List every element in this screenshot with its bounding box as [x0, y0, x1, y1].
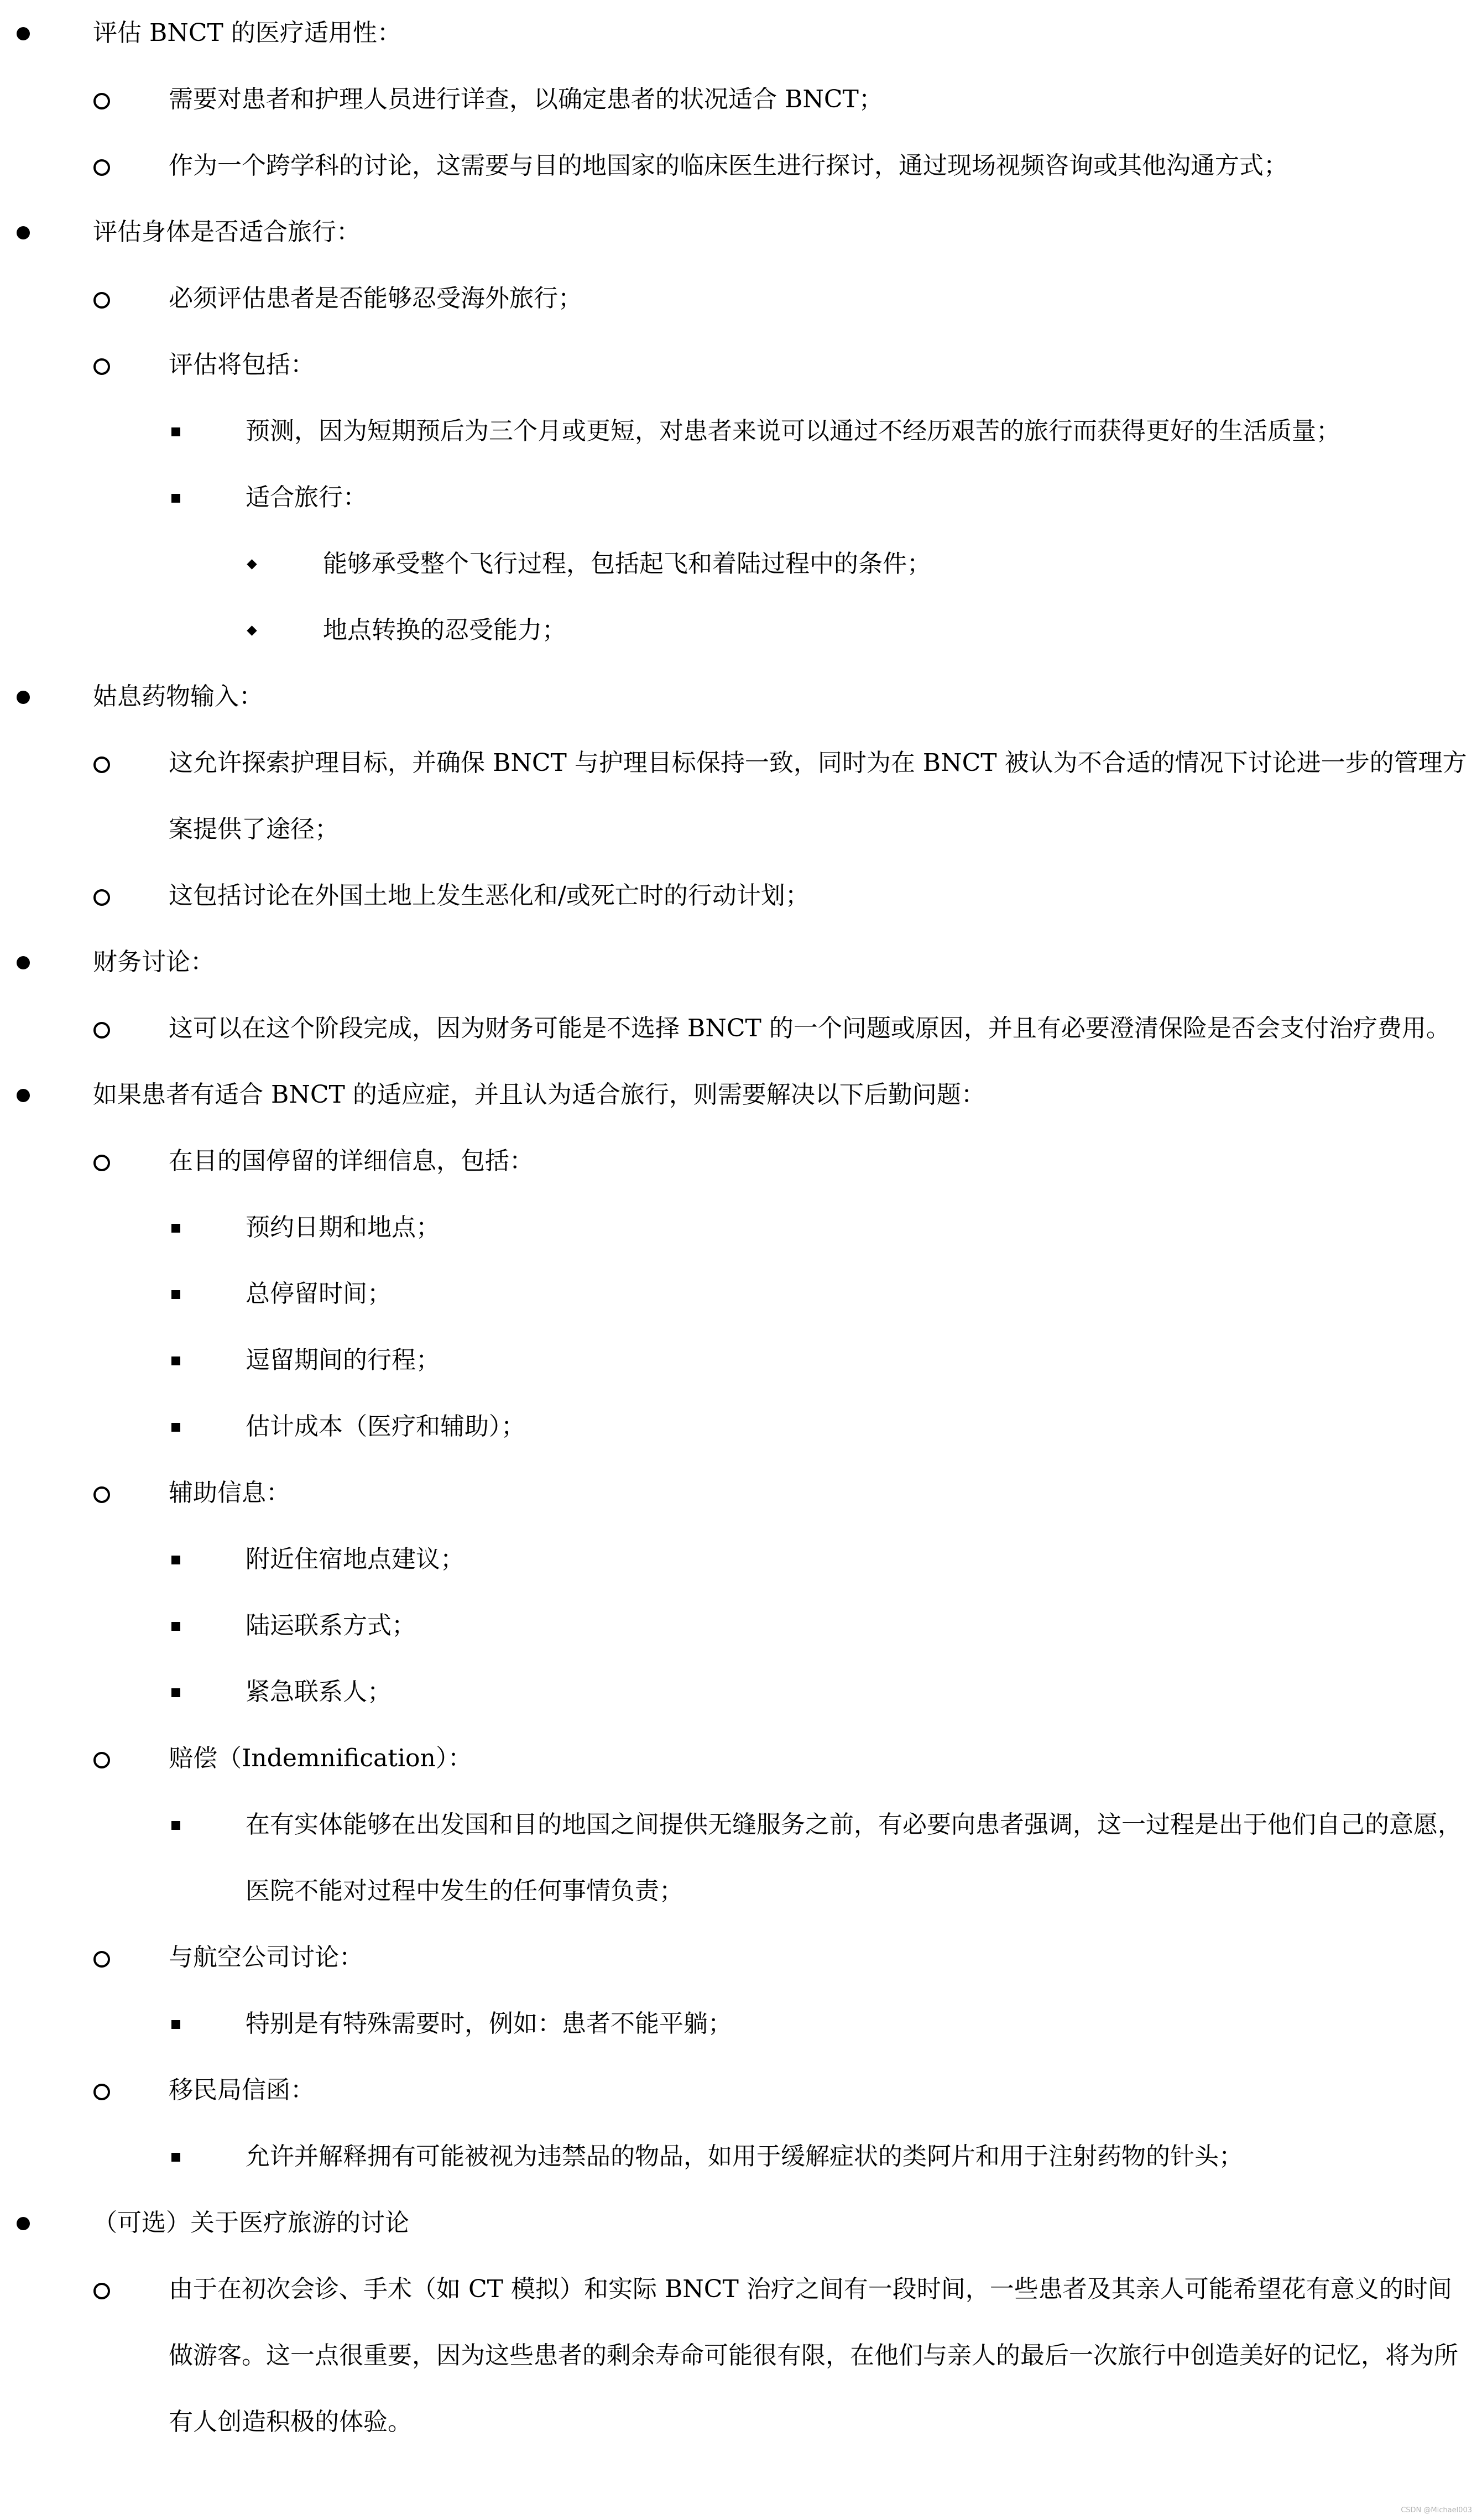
item-text: （可选）关于医疗旅游的讨论: [93, 2209, 409, 2237]
square-bullet-icon: [171, 1688, 180, 1697]
square-bullet-icon: [171, 494, 180, 503]
bullet-item: [0, 2057, 1482, 2124]
item-text: 能够承受整个飞行过程，包括起飞和着陆过程中的条件；: [323, 550, 931, 578]
bullet-item: [0, 1394, 1482, 1460]
bullet-item: [0, 2124, 1482, 2190]
item-text: 赔偿（Indemnification）：: [169, 1744, 472, 1772]
item-text: 估计成本（医疗和辅助）；: [246, 1412, 525, 1441]
filled-circle-bullet-icon: [17, 1089, 30, 1102]
hollow-circle-bullet-icon: [93, 159, 110, 176]
item-text: 总停留时间；: [246, 1280, 392, 1308]
square-bullet-icon: [171, 1556, 180, 1564]
item-text: 地点转换的忍受能力；: [323, 616, 566, 644]
bullet-item: [0, 332, 1482, 398]
item-text: 必须评估患者是否能够忍受海外旅行；: [169, 284, 582, 312]
square-bullet-icon: [171, 1622, 180, 1631]
bullet-item: [0, 1924, 1482, 1991]
hollow-circle-bullet-icon: [93, 2084, 110, 2100]
item-text: 紧急联系人；: [246, 1678, 392, 1706]
item-text: 移民局信函：: [169, 2076, 315, 2104]
item-text: 辅助信息：: [169, 1479, 290, 1507]
square-bullet-icon: [171, 1423, 180, 1432]
item-text: 评估将包括：: [169, 351, 315, 379]
item-text: 评估身体是否适合旅行：: [93, 218, 361, 246]
bullet-item: [0, 1659, 1482, 1725]
diamond-bullet-icon: [247, 559, 257, 569]
filled-circle-bullet-icon: [17, 956, 30, 969]
hollow-circle-bullet-icon: [93, 292, 110, 309]
bullet-item: [0, 863, 1482, 929]
bullet-item: [0, 597, 1482, 664]
bullet-item: [0, 265, 1482, 332]
item-text: 在目的国停留的详细信息，包括：: [169, 1147, 534, 1175]
item-text: 在有实体能够在出发国和目的地国之间提供无缝服务之前，有必要向患者强调，这一过程是出于他们自己的意愿，医院不能对过程中发生的任何事情负责；: [246, 1811, 1462, 1905]
bullet-item: [0, 465, 1482, 531]
bullet-item: [0, 1460, 1482, 1526]
item-text: 评估 BNCT 的医疗适用性：: [93, 19, 401, 47]
hollow-circle-bullet-icon: [93, 1486, 110, 1503]
item-text: 需要对患者和护理人员进行详查，以确定患者的状况适合 BNCT；: [169, 85, 883, 113]
hollow-circle-bullet-icon: [93, 93, 110, 109]
filled-circle-bullet-icon: [17, 691, 30, 704]
hollow-circle-bullet-icon: [93, 1022, 110, 1039]
watermark: CSDN @Michael003: [1401, 2506, 1472, 2514]
item-text: 附近住宿地点建议；: [246, 1545, 465, 1573]
item-text: 这允许探索护理目标，并确保 BNCT 与护理目标保持一致，同时为在 BNCT 被认为不合适的情况下讨论进一步的管理方案提供了途径；: [169, 749, 1467, 843]
square-bullet-icon: [171, 2153, 180, 2162]
bullet-item: [0, 1062, 1482, 1128]
hollow-circle-bullet-icon: [93, 889, 110, 906]
item-text: 逗留期间的行程；: [246, 1346, 440, 1374]
bullet-item: [0, 1593, 1482, 1659]
bullet-item: [0, 531, 1482, 597]
bullet-item: [0, 1128, 1482, 1194]
hollow-circle-bullet-icon: [93, 358, 110, 375]
square-bullet-icon: [171, 2020, 180, 2029]
bullet-item: [0, 1792, 1482, 1924]
hollow-circle-bullet-icon: [93, 2283, 110, 2299]
item-text: 与航空公司讨论：: [169, 1943, 363, 1971]
bullet-item: [0, 1725, 1482, 1792]
bullet-item: [0, 995, 1482, 1062]
hollow-circle-bullet-icon: [93, 1155, 110, 1171]
item-text: 由于在初次会诊、手术（如 CT 模拟）和实际 BNCT 治疗之间有一段时间，一些患者及其亲人可能希望花有意义的时间做游客。这一点很重要，因为这些患者的剩余寿命可能很有限，在他们与亲人的最后一次旅行中创造美好的记忆，将为所有人创造积极的体验。: [169, 2275, 1458, 2436]
item-text: 适合旅行：: [246, 483, 367, 512]
bullet-item: [0, 1194, 1482, 1261]
square-bullet-icon: [171, 1224, 180, 1233]
bullet-item: [0, 1261, 1482, 1327]
bullet-item: [0, 929, 1482, 995]
item-text: 财务讨论：: [93, 948, 215, 976]
item-text: 预约日期和地点；: [246, 1213, 440, 1241]
bullet-item: [0, 398, 1482, 465]
filled-circle-bullet-icon: [17, 226, 30, 239]
hollow-circle-bullet-icon: [93, 1752, 110, 1768]
item-text: 这可以在这个阶段完成，因为财务可能是不选择 BNCT 的一个问题或原因，并且有必要澄清保险是否会支付治疗费用。: [169, 1014, 1450, 1042]
filled-circle-bullet-icon: [17, 27, 30, 40]
bullet-item: [0, 664, 1482, 730]
bullet-item: [0, 730, 1482, 863]
filled-circle-bullet-icon: [17, 2217, 30, 2230]
bullet-item: [0, 2190, 1482, 2256]
item-text: 特别是有特殊需要时，例如：患者不能平躺；: [246, 2010, 732, 2038]
item-text: 允许并解释拥有可能被视为违禁品的物品，如用于缓解症状的类阿片和用于注射药物的针头；: [246, 2142, 1243, 2171]
bullet-item: [0, 1327, 1482, 1394]
square-bullet-icon: [171, 1356, 180, 1365]
bullet-item: [0, 0, 1482, 66]
item-text: 姑息药物输入：: [93, 682, 263, 711]
item-text: 这包括讨论在外国土地上发生恶化和/或死亡时的行动计划；: [169, 881, 810, 910]
hollow-circle-bullet-icon: [93, 1951, 110, 1968]
item-text: 陆运联系方式；: [246, 1611, 416, 1640]
square-bullet-icon: [171, 1821, 180, 1830]
bullet-item: [0, 133, 1482, 199]
bullet-item: [0, 66, 1482, 133]
item-text: 预测，因为短期预后为三个月或更短，对患者来说可以通过不经历艰苦的旅行而获得更好的生活质量；: [246, 417, 1340, 445]
square-bullet-icon: [171, 427, 180, 436]
bullet-item: [0, 1991, 1482, 2057]
square-bullet-icon: [171, 1290, 180, 1299]
bullet-item: [0, 199, 1482, 265]
bullet-item: [0, 1526, 1482, 1593]
item-text: 作为一个跨学科的讨论，这需要与目的地国家的临床医生进行探讨，通过现场视频咨询或其他沟通方式；: [169, 152, 1288, 180]
item-text: 如果患者有适合 BNCT 的适应症，并且认为适合旅行，则需要解决以下后勤问题：: [93, 1081, 985, 1109]
hollow-circle-bullet-icon: [93, 756, 110, 773]
bullet-item: [0, 2256, 1482, 2455]
diamond-bullet-icon: [247, 625, 257, 635]
